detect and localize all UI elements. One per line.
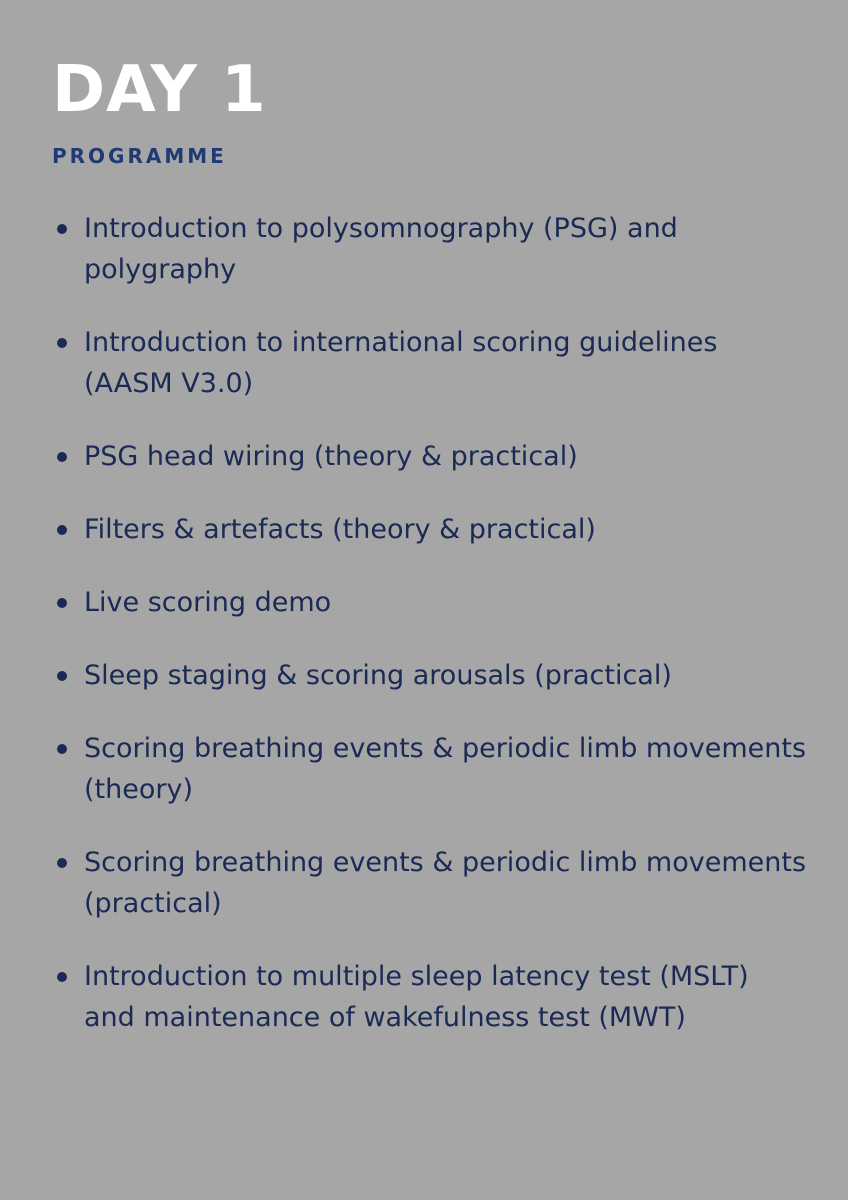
list-item <box>0 582 848 623</box>
list-item-text: Sleep staging & scoring arousals (practical) <box>84 660 672 691</box>
bullet-icon <box>57 452 67 462</box>
bullet-icon <box>57 525 67 535</box>
list-item-text: Scoring breathing events & periodic limb movements (practical) <box>84 847 807 919</box>
list-item-text: Introduction to international scoring guidelines (AASM V3.0) <box>84 327 718 399</box>
list-item-text: Live scoring demo <box>84 587 332 618</box>
list-item <box>0 208 848 290</box>
list-item <box>0 322 848 404</box>
list-item-text: Filters & artefacts (theory & practical) <box>84 514 596 545</box>
programme-list <box>0 208 848 1070</box>
list-item <box>0 436 848 477</box>
bullet-icon <box>57 598 67 608</box>
list-item <box>0 655 848 696</box>
list-item-text: Introduction to polysomnography (PSG) and polygraphy <box>84 213 678 285</box>
bullet-icon <box>57 671 67 681</box>
list-item <box>0 509 848 550</box>
page-subtitle: PROGRAMME <box>52 144 227 168</box>
list-item-text: PSG head wiring (theory & practical) <box>84 441 578 472</box>
bullet-icon <box>57 744 67 754</box>
list-item <box>0 728 848 810</box>
bullet-icon <box>57 338 67 348</box>
list-item-text: Scoring breathing events & periodic limb movements (theory) <box>84 733 807 805</box>
list-item <box>0 956 848 1038</box>
bullet-icon <box>57 858 67 868</box>
bullet-icon <box>57 972 67 982</box>
bullet-icon <box>57 224 67 234</box>
page-title: DAY 1 <box>52 53 267 127</box>
list-item-text: Introduction to multiple sleep latency test (MSLT) and maintenance of wakefulness test (MWT) <box>84 961 749 1033</box>
list-item <box>0 842 848 924</box>
